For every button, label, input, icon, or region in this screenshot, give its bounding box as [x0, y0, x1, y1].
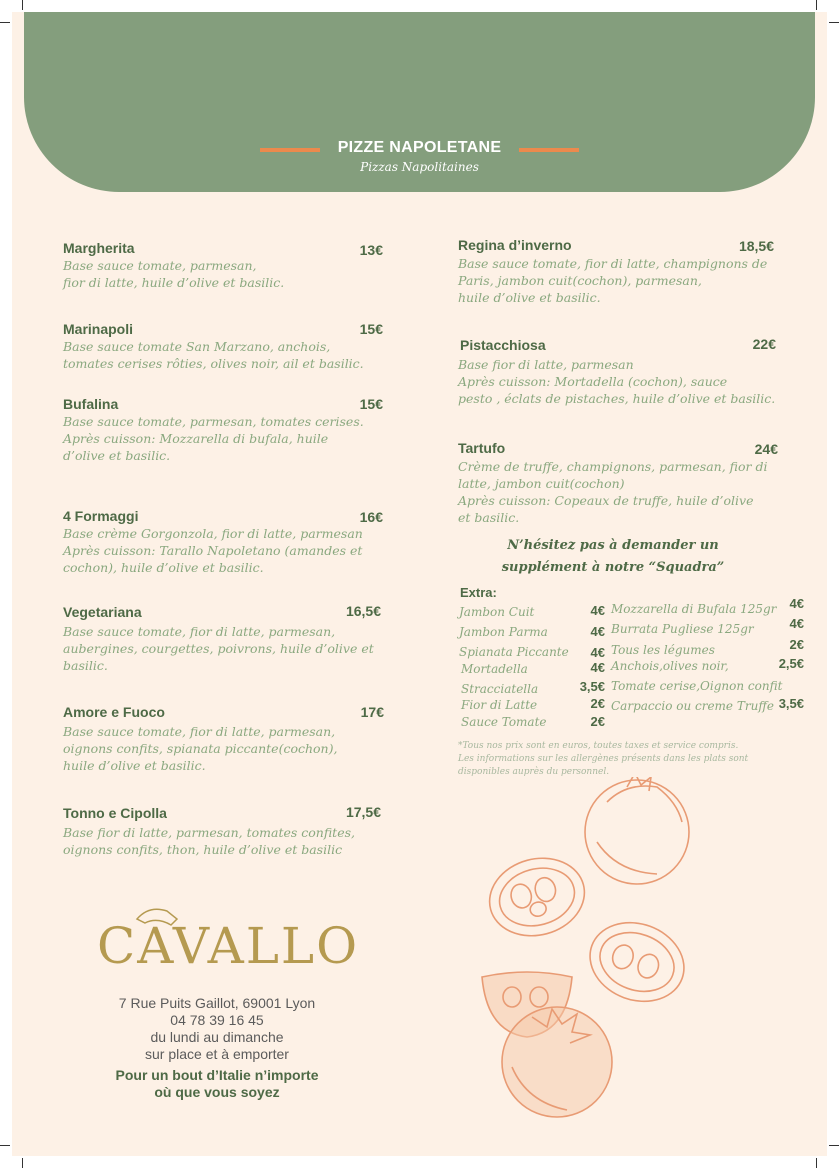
item-desc: Base crème Gorgonzola, fior di latte, parmesan Après cuisson: Tarallo Napoletano (amandes et cochon), huile d’olive et basilic. [63, 526, 363, 575]
extra-name: Sauce Tomate [461, 715, 547, 729]
crop-mark [0, 22, 10, 23]
extra-price: 4€ [590, 624, 605, 639]
tomato-half-right [579, 910, 695, 1014]
item-desc: Base fior di latte, parmesan Après cuisson: Mortadella (cochon), sauce pesto , éclats de pistaches, huile d’olive et basilic. [458, 357, 776, 406]
extra-name: Tomate cerise,Oignon confit [611, 679, 783, 693]
item-price: 16€ [359, 509, 383, 525]
item-price: 17,5€ [345, 804, 381, 820]
page-title: PIZZE NAPOLETANE [337, 139, 502, 156]
crop-mark [22, 0, 23, 10]
item-price: 17€ [360, 704, 384, 720]
extra-name: Mozzarella di Bufala 125gr [611, 602, 777, 616]
extra-price: 2€ [590, 696, 605, 711]
item-desc: Base sauce tomate, parmesan, fior di latte, huile d’olive et basilic. [63, 258, 285, 290]
extra-price: 4€ [590, 603, 605, 618]
extra-name: Tous les légumes [611, 643, 715, 657]
logo-text: CAVALLO [97, 917, 360, 975]
extra-name: Fior di Latte [461, 698, 538, 712]
extra-price: 4€ [590, 645, 605, 660]
extra-price: 4€ [789, 596, 804, 611]
extra-name: Jambon Parma [459, 625, 548, 639]
item-price: 16,5€ [345, 603, 381, 619]
item-desc: Base sauce tomate, fior di latte, parmesan, oignons confits, spianata piccante(cochon), huile d’olive et basilic. [63, 724, 338, 773]
extra-name: Jambon Cuit [459, 605, 535, 619]
crop-mark [816, 1158, 817, 1168]
page-subtitle: Pizzas Napolitaines [360, 160, 479, 174]
tomatoes-illustration [457, 777, 717, 1127]
item-desc: Base sauce tomate, fior di latte, champignons de Paris, jambon cuit(cochon), parmesan, huile d’olive et basilic. [458, 256, 768, 305]
crop-mark [816, 0, 817, 10]
extra-price: 4€ [789, 616, 804, 631]
item-name: Tonno e Cipolla [63, 805, 167, 821]
extra-name: Spianata Piccante [459, 645, 569, 659]
item-name: Pistacchiosa [460, 337, 546, 353]
extra-price: 2,5€ [778, 656, 804, 671]
footnote: *Tous nos prix sont en euros, toutes taxes et service compris. Les informations sur les allergènes présents dans les plats sont disponibles auprès du personnel. [458, 741, 749, 777]
extra-price: 3,5€ [778, 696, 804, 711]
extra-name: Carpaccio ou creme Truffe [611, 699, 774, 713]
tomato-whole-top [585, 777, 689, 884]
extra-price: 2€ [789, 637, 804, 652]
extra-name: Mortadella [461, 662, 528, 676]
supplement-note: N’hésitez pas à demander un supplément à notre “Squadra” [501, 538, 725, 575]
tomato-whole-bottom [502, 1007, 612, 1117]
address-block: 7 Rue Puits Gaillot, 69001 Lyon 04 78 39 16 45 du lundi au dimanche sur place et à emporter [118, 995, 316, 1062]
item-price: 13€ [359, 242, 383, 258]
item-desc: Base fior di latte, parmesan, tomates confites, oignons confits, thon, huile d’olive et basilic [63, 825, 355, 857]
item-price: 22€ [752, 336, 776, 352]
extra-price: 2€ [590, 714, 605, 729]
crop-mark [22, 1158, 23, 1168]
item-desc: Base sauce tomate, parmesan, tomates cerises. Après cuisson: Mozzarella di bufala, huile d’olive et basilic. [63, 414, 364, 463]
item-desc: Base sauce tomate, fior di latte, parmesan, aubergines, courgettes, poivrons, huile d’olive et basilic. [63, 624, 374, 673]
item-name: 4 Formaggi [63, 508, 139, 524]
item-name: Marinapoli [63, 321, 134, 337]
item-desc: Base sauce tomate San Marzano, anchois, tomates cerises rôties, olives noir, ail et basilic. [63, 339, 364, 371]
item-price: 15€ [359, 396, 383, 412]
crop-mark [829, 1145, 839, 1146]
item-name: Vegetariana [63, 604, 142, 620]
item-name: Margherita [63, 240, 135, 256]
item-name: Bufalina [63, 396, 119, 412]
item-price: 15€ [359, 321, 383, 337]
extra-price: 4€ [590, 660, 605, 675]
item-price: 18,5€ [738, 238, 774, 254]
extra-name: Stracciatella [461, 682, 539, 696]
item-name: Amore e Fuoco [63, 704, 165, 720]
crop-mark [0, 1145, 10, 1146]
extra-price: 3,5€ [579, 679, 605, 694]
cavallo-logo [97, 897, 360, 1002]
extra-name: Burrata Pugliese 125gr [611, 622, 754, 636]
item-name: Regina d’inverno [458, 237, 572, 253]
extras-title: Extra: [460, 585, 497, 600]
slogan: Pour un bout d’Italie n’importe où que vous soyez [115, 1067, 319, 1100]
item-price: 24€ [754, 441, 778, 457]
menu-page [12, 12, 827, 1156]
tomato-half-left [481, 848, 593, 946]
crop-mark [829, 22, 839, 23]
extra-name: Anchois,olives noir, [611, 659, 729, 673]
item-name: Tartufo [458, 440, 506, 456]
item-desc: Crème de truffe, champignons, parmesan, fior di latte, jambon cuit(cochon) Après cuisson: Copeaux de truffe, huile d’olive et basilic. [458, 459, 768, 525]
